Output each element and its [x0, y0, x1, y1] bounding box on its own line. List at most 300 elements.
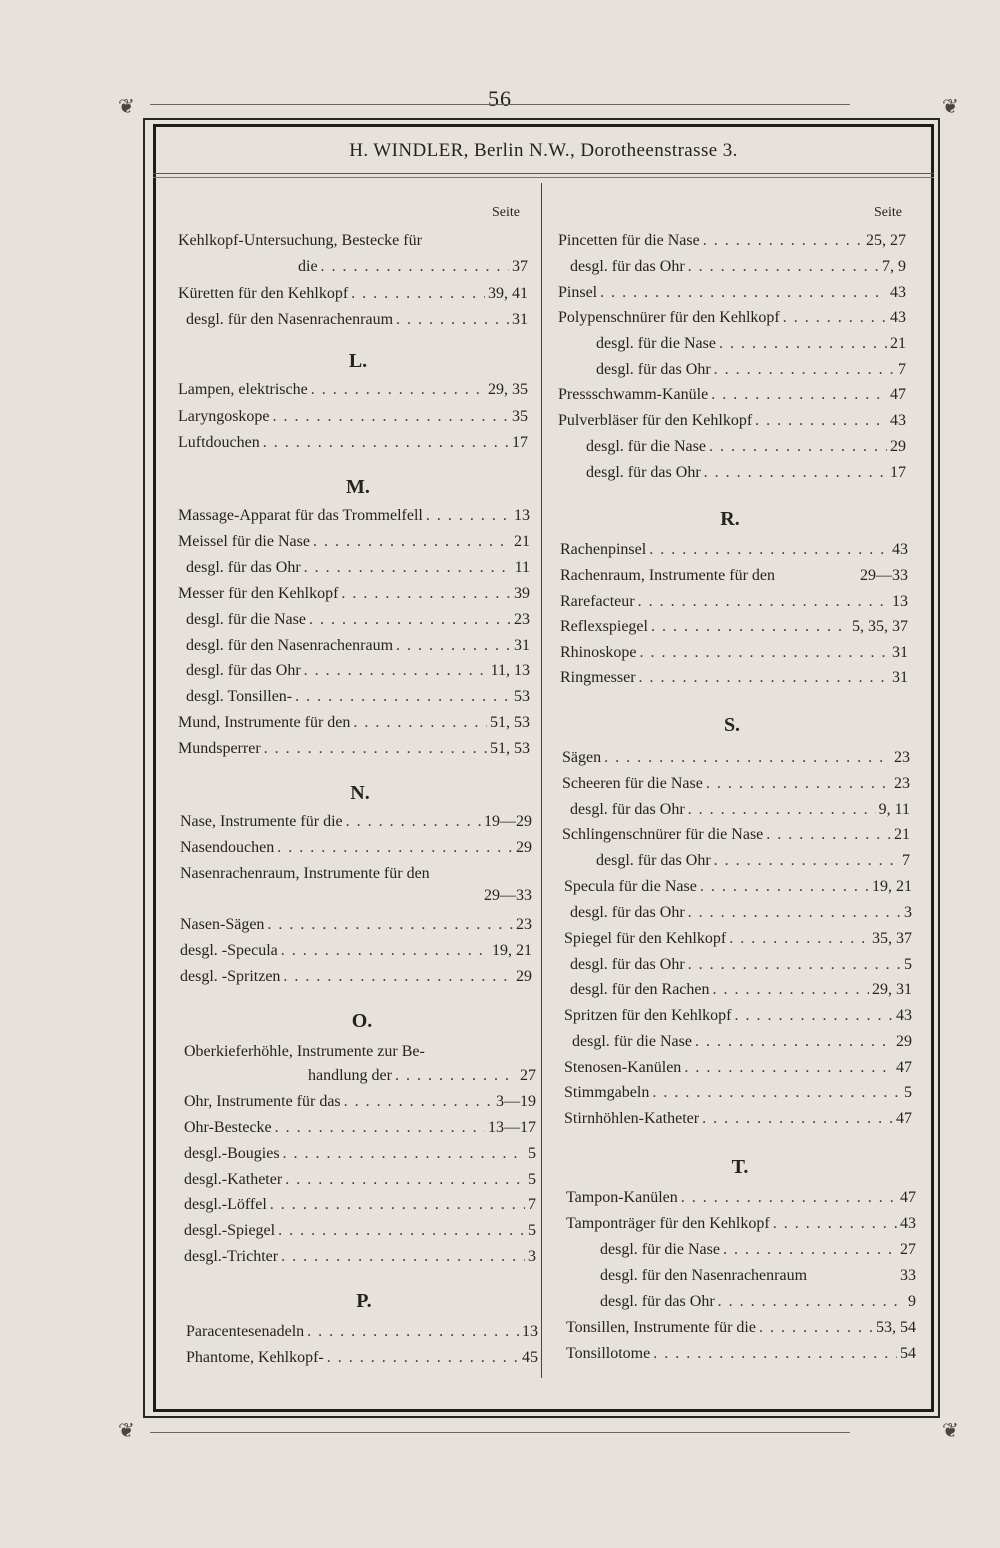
index-entry	[180, 939, 532, 963]
index-entry	[186, 608, 530, 632]
dot-leader	[702, 1107, 893, 1131]
index-entry	[186, 1320, 538, 1344]
dot-leader	[281, 1245, 525, 1269]
dot-leader	[309, 608, 511, 632]
index-entry-label: desgl. für das Ohr	[596, 361, 711, 378]
index-entry-page: 17	[890, 464, 906, 481]
index-entry-label: Tampon-Kanülen	[566, 1189, 678, 1206]
index-entry	[186, 556, 530, 580]
letter-heading: N.	[350, 782, 370, 804]
dot-leader	[428, 1040, 531, 1064]
index-entry-page: 13	[514, 507, 530, 524]
dot-leader	[639, 666, 889, 690]
index-entry-page: 19, 21	[872, 878, 912, 895]
index-entry	[562, 772, 910, 796]
index-entry-page: 21	[894, 826, 910, 843]
index-entry-label: Phantome, Kehlkopf-	[186, 1349, 324, 1366]
index-entry	[298, 255, 528, 279]
dot-leader	[183, 884, 481, 908]
index-entry	[178, 711, 530, 735]
dot-leader	[735, 1004, 893, 1028]
index-entry-label: Tonsillen, Instrumente für die	[566, 1319, 756, 1336]
index-entry-page: 19, 21	[492, 942, 532, 959]
index-entry	[600, 1290, 916, 1314]
letter-heading: P.	[356, 1290, 372, 1312]
index-entry	[564, 1004, 912, 1028]
index-entry-label: handlung der	[308, 1067, 392, 1084]
corner-ornament-icon: ❦	[942, 1420, 959, 1442]
index-entry-page: 29	[516, 839, 532, 856]
index-entry	[564, 1081, 912, 1105]
corner-ornament-icon: ❦	[118, 1420, 135, 1442]
index-entry-label: desgl. für den Nasenrachenraum	[186, 637, 394, 654]
index-entry-label: Stirnhöhlen-Katheter	[564, 1110, 700, 1127]
index-entry-label: Meissel für die Nase	[178, 533, 310, 550]
dot-leader	[700, 875, 869, 899]
index-entry-page: 23	[894, 775, 910, 792]
index-entry-page: 31	[514, 637, 530, 654]
index-entry-page: 27	[520, 1067, 536, 1084]
index-entry	[596, 332, 906, 356]
dot-leader	[639, 641, 889, 665]
index-entry-label: Stimmgabeln	[564, 1084, 650, 1101]
index-entry-page: 5	[904, 956, 912, 973]
index-entry-page: 9	[908, 1293, 916, 1310]
dot-leader	[353, 711, 487, 735]
dot-leader	[295, 685, 511, 709]
index-entry-label: Rhinoskope	[560, 644, 637, 661]
dot-leader	[713, 978, 869, 1002]
index-entry-page: 29, 31	[872, 981, 912, 998]
dot-leader	[706, 772, 891, 796]
index-entry-label: desgl. für das Ohr	[570, 956, 685, 973]
corner-ornament-icon: ❦	[118, 96, 135, 118]
corner-ornament-icon: ❦	[942, 96, 959, 118]
index-entry	[562, 823, 910, 847]
dot-leader	[313, 530, 511, 554]
index-entry-page: 29—33	[484, 887, 532, 904]
index-entry-label: Laryngoskope	[178, 408, 270, 425]
page-header: H. WINDLER, Berlin N.W., Dorotheenstrasse 3.	[349, 140, 738, 161]
index-entry	[178, 378, 528, 402]
index-entry-label: desgl. für das Ohr	[570, 801, 685, 818]
index-entry	[600, 1264, 916, 1288]
index-entry-page: 43	[892, 541, 908, 558]
dot-leader	[688, 798, 876, 822]
index-entry-label: desgl. für das Ohr	[570, 258, 685, 275]
index-entry-page: 33	[900, 1267, 916, 1284]
dot-leader	[718, 1290, 905, 1314]
index-entry	[184, 1090, 536, 1114]
index-entry-label: desgl. für die Nase	[572, 1033, 692, 1050]
index-entry-page: 43	[890, 309, 906, 326]
index-entry	[178, 405, 528, 429]
index-entry	[586, 435, 906, 459]
index-entry-label: desgl. -Specula	[180, 942, 278, 959]
index-entry-label: Lampen, elektrische	[178, 381, 308, 398]
index-entry-page: 47	[900, 1189, 916, 1206]
dot-leader	[684, 1056, 893, 1080]
dot-leader	[277, 836, 513, 860]
dot-leader	[273, 405, 509, 429]
index-entry	[178, 582, 530, 606]
index-entry-label: Nasenrachenraum, Instrumente für den	[180, 865, 430, 882]
dot-leader	[425, 229, 520, 253]
dot-leader	[714, 358, 895, 382]
dot-leader	[653, 1342, 897, 1366]
index-entry	[178, 530, 530, 554]
index-entry-page: 21	[890, 335, 906, 352]
index-entry-page: 53, 54	[876, 1319, 916, 1336]
index-entry-label: desgl. für das Ohr	[586, 464, 701, 481]
index-entry	[178, 229, 523, 253]
index-entry	[186, 659, 530, 683]
dot-leader	[755, 409, 887, 433]
index-entry	[558, 281, 906, 305]
index-entry	[180, 965, 532, 989]
dot-leader	[711, 383, 887, 407]
index-entry	[184, 1245, 536, 1269]
index-entry-label: desgl. für den Nasenrachenraum	[600, 1267, 808, 1284]
index-entry	[558, 306, 906, 330]
index-entry-page: 29	[896, 1033, 912, 1050]
index-entry-page: 3—19	[496, 1093, 536, 1110]
dot-leader	[263, 431, 509, 455]
index-entry	[564, 1107, 912, 1131]
index-entry-page: 7	[902, 852, 910, 869]
ornament-rule-top	[150, 104, 850, 105]
index-entry	[558, 383, 906, 407]
dot-leader	[304, 659, 488, 683]
index-entry-page: 35	[512, 408, 528, 425]
dot-leader	[651, 615, 849, 639]
index-entry-label: desgl. für die Nase	[586, 438, 706, 455]
index-entry-label: Schlingenschnürer für die Nase	[562, 826, 764, 843]
index-entry-label: Rachenpinsel	[560, 541, 647, 558]
index-entry-page: 39	[514, 585, 530, 602]
index-entry-label: Massage-Apparat für das Trommelfell	[178, 507, 423, 524]
index-entry	[184, 1219, 536, 1243]
index-entry-label: Polypenschnürer für den Kehlkopf	[558, 309, 780, 326]
index-entry-page: 47	[896, 1110, 912, 1127]
index-entry-label: desgl. Tonsillen-	[186, 688, 293, 705]
dot-leader	[704, 461, 887, 485]
index-entry-label: desgl. -Spritzen	[180, 968, 281, 985]
index-entry-label: Tamponträger für den Kehlkopf	[566, 1215, 770, 1232]
index-entry	[586, 461, 906, 485]
index-entry	[184, 1193, 536, 1217]
index-entry	[186, 1346, 538, 1370]
index-entry	[184, 1142, 536, 1166]
index-entry	[186, 634, 530, 658]
header-rule	[153, 177, 934, 178]
dot-leader	[719, 332, 887, 356]
dot-leader	[723, 1238, 897, 1262]
index-entry-label: Nasen-Sägen	[180, 916, 265, 933]
index-entry-label: Oberkieferhöhle, Instrumente zur Be-	[184, 1043, 425, 1060]
dot-leader	[695, 1030, 893, 1054]
index-entry-page: 5, 35, 37	[852, 618, 908, 635]
index-entry-page: 5	[904, 1084, 912, 1101]
index-entry	[186, 308, 528, 332]
index-entry-label: desgl. für den Nasenrachenraum	[186, 311, 394, 328]
seite-label-right: Seite	[874, 205, 902, 220]
index-entry-page: 47	[890, 386, 906, 403]
index-entry-page: 5	[528, 1145, 536, 1162]
index-entry	[178, 282, 528, 306]
ornament-rule-bottom	[150, 1432, 850, 1433]
index-entry-label: desgl. für das Ohr	[186, 662, 301, 679]
index-entry	[180, 913, 532, 937]
dot-leader	[281, 939, 489, 963]
dot-leader	[285, 1168, 525, 1192]
index-entry	[558, 409, 906, 433]
letter-heading: S.	[723, 714, 741, 736]
index-entry-page: 45	[522, 1349, 538, 1366]
dot-leader	[638, 590, 889, 614]
index-entry-label: desgl. für das Ohr	[596, 852, 711, 869]
dot-leader	[600, 281, 887, 305]
index-entry	[180, 884, 532, 908]
index-entry	[570, 798, 910, 822]
index-entry-page: 23	[514, 611, 530, 628]
dot-leader	[729, 927, 869, 951]
index-entry	[570, 978, 912, 1002]
index-entry-page: 31	[512, 311, 528, 328]
letter-heading: O.	[351, 1010, 373, 1032]
dot-leader	[681, 1186, 897, 1210]
letter-heading: R.	[720, 508, 740, 530]
dot-leader	[283, 1142, 525, 1166]
dot-leader	[688, 953, 901, 977]
index-entry-label: Ringmesser	[560, 669, 636, 686]
index-entry-label: desgl.-Bougies	[184, 1145, 280, 1162]
dot-leader	[426, 504, 511, 528]
dot-leader	[810, 1264, 897, 1288]
index-entry-label: Sägen	[562, 749, 602, 766]
index-entry-page: 13	[892, 593, 908, 610]
index-entry	[308, 1064, 536, 1088]
index-entry-page: 7	[898, 361, 906, 378]
index-entry-page: 7	[528, 1196, 536, 1213]
index-entry-label: Specula für die Nase	[564, 878, 697, 895]
index-entry-page: 47	[896, 1059, 912, 1076]
index-entry	[560, 641, 908, 665]
index-entry	[566, 1212, 916, 1236]
index-entry	[596, 849, 910, 873]
index-entry-page: 25, 27	[866, 232, 906, 249]
index-entry-label: Kehlkopf-Untersuchung, Bestecke für	[178, 232, 422, 249]
index-entry-label: desgl.-Katheter	[184, 1171, 283, 1188]
dot-leader	[344, 1090, 493, 1114]
index-entry-page: 5	[528, 1171, 536, 1188]
dot-leader	[341, 582, 511, 606]
index-entry	[184, 1116, 536, 1140]
index-entry-page: 29	[890, 438, 906, 455]
index-entry-page: 51, 53	[490, 714, 530, 731]
index-entry	[566, 1342, 916, 1366]
letter-heading: L.	[348, 350, 368, 372]
index-entry-label: desgl. für das Ohr	[600, 1293, 715, 1310]
seite-label-left: Seite	[492, 205, 520, 220]
dot-leader	[766, 823, 891, 847]
dot-leader	[351, 282, 485, 306]
index-entry-label: Mund, Instrumente für den	[178, 714, 351, 731]
index-entry	[180, 862, 532, 886]
index-entry-page: 37	[512, 258, 528, 275]
index-entry-page: 7, 9	[882, 258, 906, 275]
index-entry	[564, 875, 912, 899]
index-entry	[178, 737, 530, 761]
index-entry-label: desgl. für den Rachen	[570, 981, 710, 998]
index-entry-label: desgl. für die Nase	[600, 1241, 720, 1258]
dot-leader	[652, 1081, 901, 1105]
index-entry-page: 31	[892, 644, 908, 661]
index-entry-label: Küretten für den Kehlkopf	[178, 285, 349, 302]
index-entry-label: Nasendouchen	[180, 839, 275, 856]
index-entry-label: desgl. für die Nase	[186, 611, 306, 628]
index-entry-label: Scheeren für die Nase	[562, 775, 703, 792]
dot-leader	[270, 1193, 525, 1217]
page-number: 56	[488, 86, 512, 111]
index-entry-label: Spritzen für den Kehlkopf	[564, 1007, 732, 1024]
index-entry-page: 51, 53	[490, 740, 530, 757]
index-entry-page: 3	[528, 1248, 536, 1265]
index-entry	[572, 1030, 912, 1054]
index-entry-page: 54	[900, 1345, 916, 1362]
dot-leader	[688, 255, 879, 279]
index-entry-label: Reflexspiegel	[560, 618, 648, 635]
index-entry-page: 21	[514, 533, 530, 550]
index-entry-label: die	[298, 258, 318, 275]
dot-leader	[264, 737, 487, 761]
index-entry-label: Rachenraum, Instrumente für den	[560, 567, 776, 584]
index-entry-label: Messer für den Kehlkopf	[178, 585, 339, 602]
index-entry	[560, 666, 908, 690]
dot-leader	[321, 255, 509, 279]
index-entry-page: 29	[516, 968, 532, 985]
index-entry-label: Pinsel	[558, 284, 598, 301]
index-entry	[562, 746, 910, 770]
index-entry-label: Nase, Instrumente für die	[180, 813, 343, 830]
dot-leader	[396, 634, 511, 658]
index-entry-label: desgl. für das Ohr	[186, 559, 301, 576]
index-entry-page: 39, 41	[488, 285, 528, 302]
index-entry	[184, 1168, 536, 1192]
index-entry-label: desgl.-Spiegel	[184, 1222, 276, 1239]
dot-leader	[688, 901, 901, 925]
index-entry	[560, 564, 908, 588]
header-rule	[153, 173, 934, 174]
index-entry	[180, 836, 532, 860]
index-entry-label: Stenosen-Kanülen	[564, 1059, 682, 1076]
dot-leader	[433, 862, 529, 886]
index-entry	[560, 615, 908, 639]
index-entry-label: desgl. für die Nase	[596, 335, 716, 352]
index-entry-label: desgl. für das Ohr	[570, 904, 685, 921]
index-entry-page: 13	[522, 1323, 538, 1340]
dot-leader	[778, 564, 857, 588]
index-entry	[564, 927, 912, 951]
index-entry-page: 35, 37	[872, 930, 912, 947]
index-entry	[178, 431, 528, 455]
dot-leader	[346, 810, 481, 834]
index-entry	[178, 504, 530, 528]
dot-leader	[275, 1116, 485, 1140]
index-entry-page: 29—33	[860, 567, 908, 584]
index-entry-label: Spiegel für den Kehlkopf	[564, 930, 727, 947]
column-divider	[541, 183, 542, 1378]
index-entry-label: Luftdouchen	[178, 434, 260, 451]
dot-leader	[278, 1219, 525, 1243]
dot-leader	[307, 1320, 519, 1344]
dot-leader	[327, 1346, 519, 1370]
index-entry-page: 19—29	[484, 813, 532, 830]
index-entry-page: 11	[514, 559, 530, 576]
index-entry-label: Mundsperrer	[178, 740, 261, 757]
dot-leader	[773, 1212, 897, 1236]
dot-leader	[649, 538, 889, 562]
index-entry-label: Paracentesenadeln	[186, 1323, 305, 1340]
index-entry-page: 27	[900, 1241, 916, 1258]
index-entry-page: 43	[900, 1215, 916, 1232]
dot-leader	[759, 1316, 873, 1340]
dot-leader	[783, 306, 887, 330]
dot-leader	[267, 913, 513, 937]
index-entry-page: 29, 35	[488, 381, 528, 398]
letter-heading: T.	[731, 1156, 749, 1178]
dot-leader	[604, 746, 891, 770]
dot-leader	[304, 556, 512, 580]
dot-leader	[709, 435, 887, 459]
dot-leader	[311, 378, 485, 402]
dot-leader	[703, 229, 863, 253]
index-entry	[570, 901, 912, 925]
index-entry	[566, 1186, 916, 1210]
index-entry	[570, 953, 912, 977]
index-entry-page: 43	[896, 1007, 912, 1024]
index-entry	[596, 358, 906, 382]
index-entry-page: 23	[516, 916, 532, 933]
index-entry	[600, 1238, 916, 1262]
index-entry	[186, 685, 530, 709]
index-entry-label: desgl.-Löffel	[184, 1196, 267, 1213]
index-entry-label: Pincetten für die Nase	[558, 232, 700, 249]
index-entry-page: 23	[894, 749, 910, 766]
index-entry-label: Tonsillotome	[566, 1345, 651, 1362]
index-entry-page: 9, 11	[878, 801, 910, 818]
index-entry	[558, 229, 906, 253]
index-entry	[570, 255, 906, 279]
letter-heading: M.	[346, 476, 370, 498]
index-entry-page: 53	[514, 688, 530, 705]
dot-leader	[714, 849, 899, 873]
index-entry-page: 13—17	[488, 1119, 536, 1136]
index-entry-page: 17	[512, 434, 528, 451]
index-entry-label: Rarefacteur	[560, 593, 635, 610]
index-entry	[184, 1040, 534, 1064]
index-entry-page: 43	[890, 284, 906, 301]
index-entry	[564, 1056, 912, 1080]
index-entry-page: 43	[890, 412, 906, 429]
index-entry	[180, 810, 532, 834]
index-entry	[560, 538, 908, 562]
dot-leader	[283, 965, 513, 989]
index-entry-label: Ohr, Instrumente für das	[184, 1093, 341, 1110]
index-entry-page: 11, 13	[490, 662, 530, 679]
index-entry-page: 3	[904, 904, 912, 921]
index-entry-label: Pressschwamm-Kanüle	[558, 386, 709, 403]
